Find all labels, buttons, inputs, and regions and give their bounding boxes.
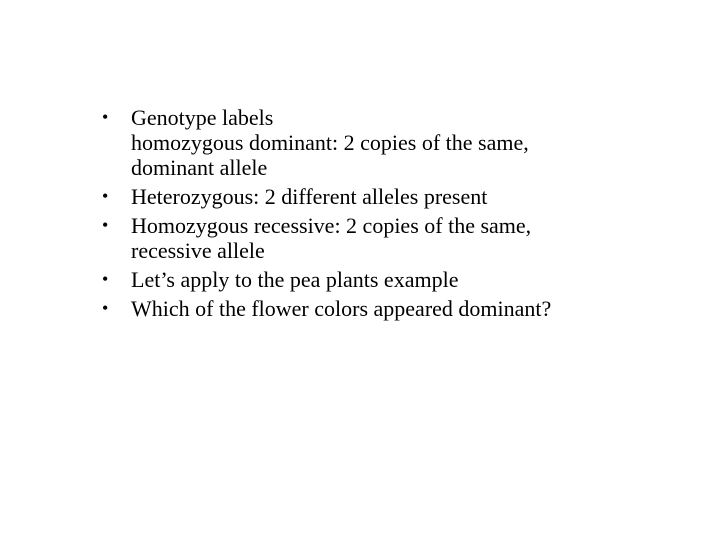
bullet-item-flower-colors [100,296,700,321]
bullet-text-line: Homozygous recessive: 2 copies of the same, [131,213,532,238]
bullet-item-pea-plants [100,267,700,292]
bullet-text-line: Which of the flower colors appeared dominant? [131,296,552,321]
bullet-text-line: Heterozygous: 2 different alleles present [131,184,488,209]
bullet-text-line: dominant allele [131,155,268,180]
bullet-list [100,105,700,325]
bullet-text-line: homozygous dominant: 2 copies of the same, [131,130,529,155]
bullet-mark: • [102,107,109,127]
bullet-mark: • [102,215,109,235]
bullet-text-line: Genotype labels [131,105,274,130]
bullet-item-genotype-labels [100,105,700,180]
bullet-text-line: recessive allele [131,238,265,263]
bullet-mark: • [102,269,109,289]
bullet-item-homozygous-recessive [100,213,700,263]
bullet-mark: • [102,186,109,206]
bullet-item-heterozygous [100,184,700,209]
bullet-text-line: Let’s apply to the pea plants example [131,267,459,292]
bullet-mark: • [102,298,109,318]
